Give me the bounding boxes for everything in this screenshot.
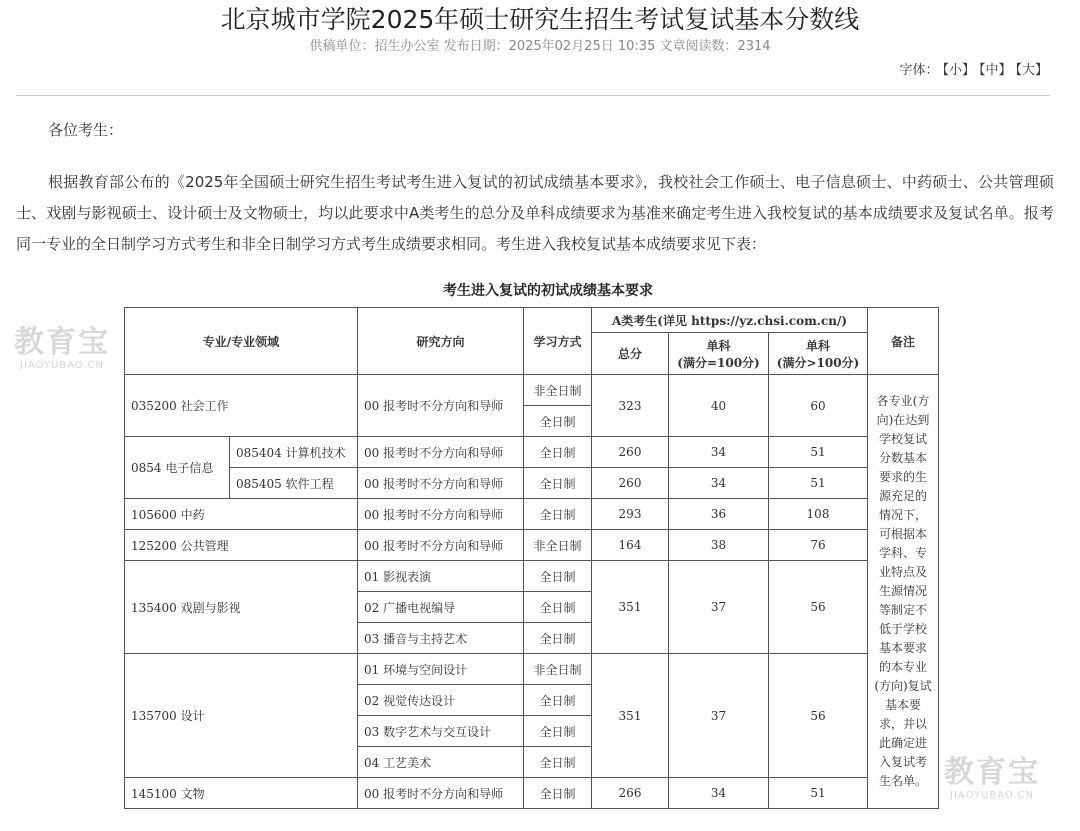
cell-single-100: 34 (669, 778, 769, 809)
cell-single-gt100: 56 (769, 654, 868, 778)
cell-direction: 00 报考时不分方向和导师 (358, 530, 524, 561)
cell-direction: 01 影视表演 (358, 561, 524, 592)
cell-single-gt100: 60 (769, 375, 868, 437)
watermark-domain: JIAOYUBAO.CN (20, 360, 104, 371)
cell-major: 135700 设计 (125, 654, 358, 778)
header-total: 总分 (592, 333, 669, 375)
cell-single-100: 37 (669, 561, 769, 654)
cell-major: 0854 电子信息 (125, 437, 230, 499)
cell-mode: 全日制 (524, 468, 592, 499)
cell-mode: 全日制 (524, 437, 592, 468)
header-mode: 学习方式 (524, 308, 592, 375)
font-size-label: 字体： (899, 63, 939, 78)
cell-total: 164 (592, 530, 669, 561)
cell-total: 351 (592, 561, 669, 654)
header-direction: 研究方向 (358, 308, 524, 375)
cell-mode: 全日制 (524, 685, 592, 716)
cell-major: 135400 戏剧与影视 (125, 561, 358, 654)
cell-single-gt100: 51 (769, 437, 868, 468)
cell-single-gt100: 108 (769, 499, 868, 530)
article-paragraph: 根据教育部公布的《2025年全国硕士研究生招生考试考生进入复试的初试成绩基本要求》，我校社会工作硕士、电子信息硕士、中药硕士、公共管理硕士、戏剧与影视硕士、设计硕士及文物硕士，均以此要求中A类考生的总分及单科成绩要求为基准来确定考生进入我校复试的基本成绩要求及复试名单。报考同一专业的全日制学习方式考生和非全日制学习方式考生成绩要求相同。考生进入我校复试基本成绩要求见下表： (16, 173, 1054, 253)
table-row (125, 778, 939, 809)
cell-direction: 00 报考时不分方向和导师 (358, 499, 524, 530)
watermark-logo: 教育宝 (944, 755, 1040, 790)
cell-total: 260 (592, 468, 669, 499)
header-group-a: A类考生(详见 https://yz.chsi.com.cn/) (592, 308, 868, 333)
watermark-left (14, 326, 110, 372)
table-title: 考生进入复试的初试成绩基本要求 (443, 283, 653, 299)
cell-single-100: 40 (669, 375, 769, 437)
cell-direction: 04 工艺美术 (358, 747, 524, 778)
header-major: 专业/专业领域 (125, 308, 358, 375)
font-small-button[interactable]: 【小】 (942, 63, 975, 78)
cell-mode: 全日制 (524, 592, 592, 623)
cell-total: 323 (592, 375, 669, 437)
score-table (124, 307, 939, 809)
cell-field: 085405 软件工程 (230, 468, 358, 499)
cell-single-100: 34 (669, 468, 769, 499)
header-single-gt100-sub: (满分>100分) (776, 355, 860, 370)
table-row (125, 499, 939, 530)
cell-mode: 非全日制 (524, 654, 592, 685)
cell-total: 266 (592, 778, 669, 809)
table-row (125, 530, 939, 561)
article-meta: 供稿单位：招生办公室 发布日期：2025年02月25日 10:35 文章阅读数：2314 (309, 39, 771, 54)
cell-single-100: 34 (669, 437, 769, 468)
cell-major: 125200 公共管理 (125, 530, 358, 561)
cell-single-gt100: 76 (769, 530, 868, 561)
cell-single-100: 38 (669, 530, 769, 561)
font-large-button[interactable]: 【大】 (1015, 63, 1048, 78)
cell-mode: 非全日制 (524, 530, 592, 561)
article-title: 北京城市学院2025年硕士研究生招生考试复试基本分数线 (220, 5, 860, 34)
watermark-right (944, 756, 1040, 802)
cell-total: 260 (592, 437, 669, 468)
cell-mode: 全日制 (524, 561, 592, 592)
header-single-100-sub: (满分=100分) (677, 355, 760, 370)
table-row (125, 561, 939, 592)
header-single-100-title: 单科 (706, 338, 731, 353)
cell-major: 105600 中药 (125, 499, 358, 530)
cell-direction: 03 播音与主持艺术 (358, 623, 524, 654)
cell-mode: 非全日制 (524, 375, 592, 406)
cell-direction: 00 报考时不分方向和导师 (358, 437, 524, 468)
cell-direction: 02 视觉传达设计 (358, 685, 524, 716)
cell-direction: 00 报考时不分方向和导师 (358, 375, 524, 437)
cell-single-gt100: 51 (769, 468, 868, 499)
cell-total: 293 (592, 499, 669, 530)
cell-mode: 全日制 (524, 623, 592, 654)
cell-major: 145100 文物 (125, 778, 358, 809)
score-table-wrapper (124, 307, 939, 809)
cell-single-100: 36 (669, 499, 769, 530)
cell-mode: 全日制 (524, 716, 592, 747)
header-single-100 (669, 333, 769, 375)
cell-mode: 全日制 (524, 778, 592, 809)
cell-field: 085404 计算机技术 (230, 437, 358, 468)
cell-major: 035200 社会工作 (125, 375, 358, 437)
cell-direction: 03 数字艺术与交互设计 (358, 716, 524, 747)
table-row (125, 654, 939, 685)
cell-mode: 全日制 (524, 406, 592, 437)
cell-total: 351 (592, 654, 669, 778)
header-single-gt100 (769, 333, 868, 375)
cell-direction: 02 广播电视编导 (358, 592, 524, 623)
cell-remark: 各专业(方向)在达到学校复试分数基本要求的生源充足的情况下，可根据本学科、专业特点及生源情况等制定不低于学校基本要求的本专业(方向)复试基本要求，并以此确定进入复试考生名单。 (868, 375, 939, 809)
cell-single-100: 37 (669, 654, 769, 778)
cell-single-gt100: 51 (769, 778, 868, 809)
table-row (125, 468, 939, 499)
font-medium-button[interactable]: 【中】 (978, 63, 1012, 78)
table-row (125, 375, 939, 406)
watermark-logo: 教育宝 (14, 325, 110, 360)
font-size-switcher (895, 62, 1048, 80)
cell-direction: 01 环境与空间设计 (358, 654, 524, 685)
greeting: 各位考生： (48, 121, 124, 139)
cell-mode: 全日制 (524, 499, 592, 530)
table-row (125, 437, 939, 468)
cell-mode: 全日制 (524, 747, 592, 778)
header-divider (16, 95, 1050, 96)
watermark-domain: JIAOYUBAO.CN (950, 790, 1034, 801)
header-single-gt100-title: 单科 (805, 338, 830, 353)
cell-single-gt100: 56 (769, 561, 868, 654)
cell-direction: 00 报考时不分方向和导师 (358, 468, 524, 499)
header-remark: 备注 (868, 308, 939, 375)
cell-direction: 00 报考时不分方向和导师 (358, 778, 524, 809)
